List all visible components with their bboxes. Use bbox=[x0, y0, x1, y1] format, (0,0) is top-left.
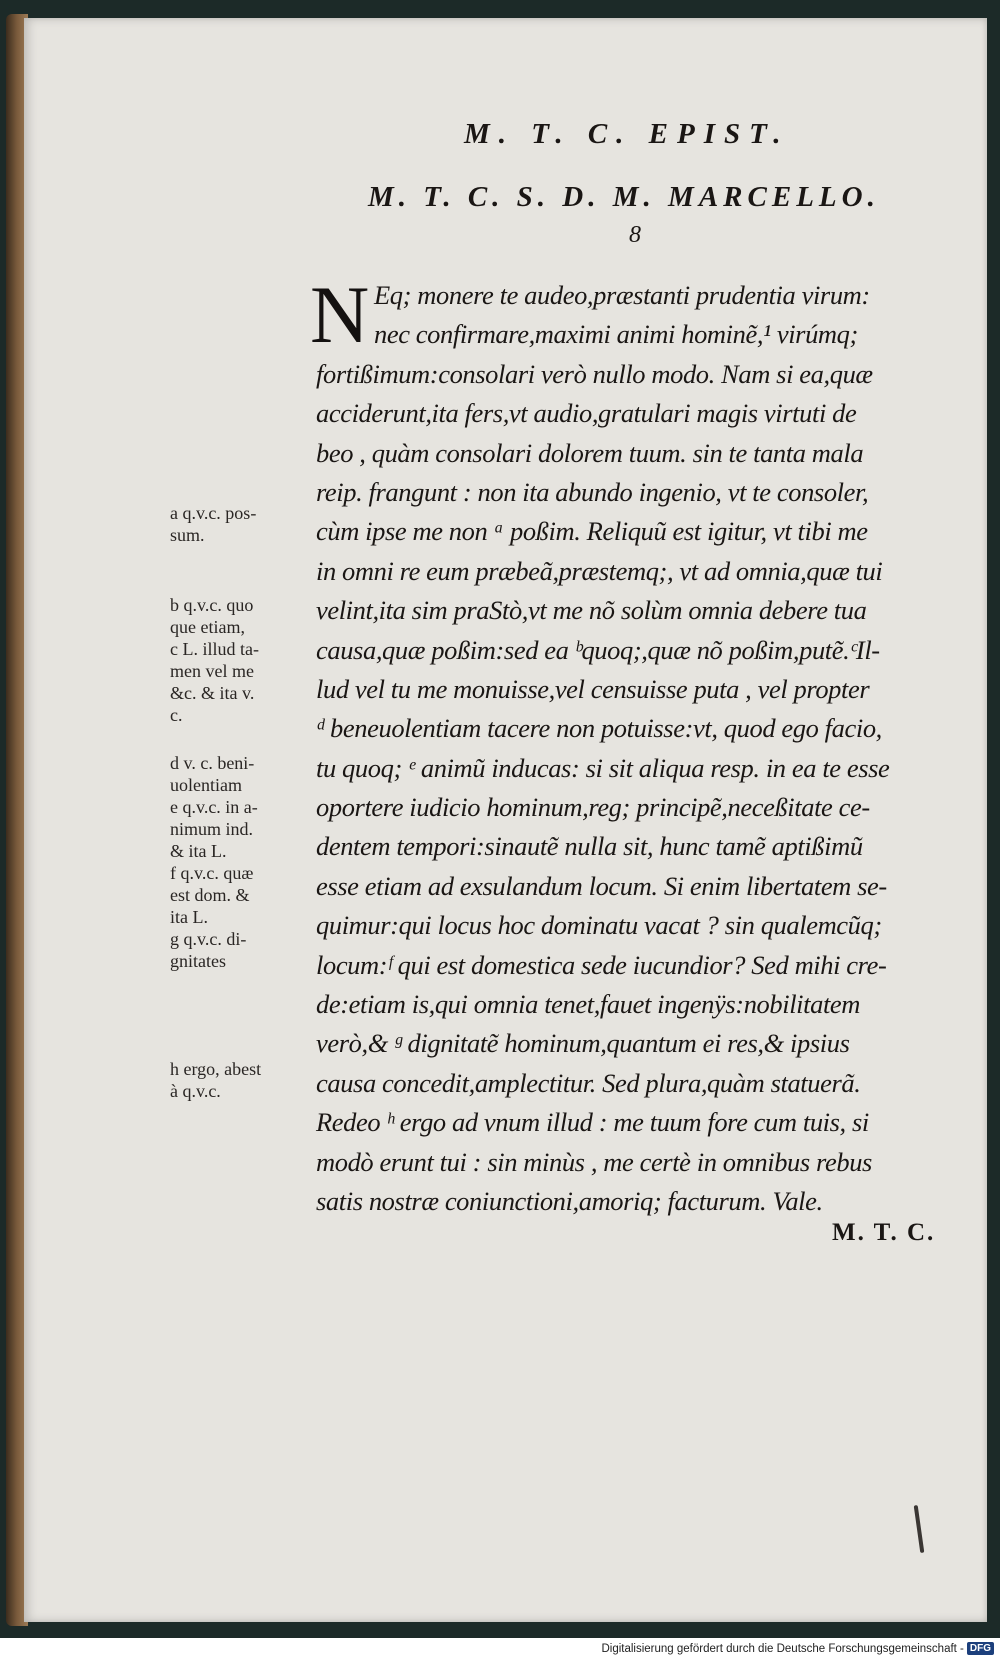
running-head: M. T. C. EPIST. bbox=[464, 118, 790, 150]
body-line: velint,ita sim praStò,vt me nõ solùm omnia debere tua bbox=[316, 595, 867, 626]
body-line: locum:ᶠ qui est domestica sede iucundior? Sed mihi cre- bbox=[316, 949, 887, 980]
margin-note-line: uolentiam bbox=[170, 775, 242, 795]
body-line: acciderunt,ita fers,vt audio,gratulari magis virtuti de bbox=[316, 398, 857, 429]
margin-note-line: h ergo, abest bbox=[170, 1059, 262, 1079]
body-line: causa,quæ poßim:sed ea ᵇquoq;,quæ nõ poßim,putẽ.ᶜIl- bbox=[316, 634, 880, 665]
body-line: satis nostræ coniunctioni,amoriq; facturum. Vale. bbox=[316, 1185, 823, 1216]
margin-note-line: men vel me bbox=[170, 661, 254, 681]
margin-note-d-g bbox=[170, 752, 310, 972]
margin-note-line: sum. bbox=[170, 525, 205, 545]
body-line: oportere iudicio hominum,reg; principẽ,neceßitate ce- bbox=[316, 792, 870, 823]
body-line: esse etiam ad exsulandum locum. Si enim libertatem se- bbox=[316, 870, 887, 901]
body-line: fortißimum:consolari verò nullo modo. Nam si ea,quæ bbox=[316, 358, 873, 389]
body-line: tu quoq; ᵉ animũ inducas: si sit aliqua resp. in ea te esse bbox=[316, 752, 890, 783]
margin-note-line: que etiam, bbox=[170, 617, 245, 637]
margin-note-line: e q.v.c. in a- bbox=[170, 797, 258, 817]
letter-signature: M. T. C. bbox=[832, 1219, 936, 1246]
margin-note-line: b q.v.c. quo bbox=[170, 595, 254, 615]
margin-note-line: d v. c. beni- bbox=[170, 753, 255, 773]
margin-note-line: ita L. bbox=[170, 907, 208, 927]
margin-note-line: &c. & ita v. bbox=[170, 683, 255, 703]
body-line: quimur:qui locus hoc dominatu vacat ? sin qualemcũq; bbox=[316, 910, 882, 941]
body-line: in omni re eum præbeã,præstemq;, vt ad omnia,quæ tui bbox=[316, 555, 883, 586]
letter-number: 8 bbox=[629, 222, 641, 248]
body-line: lud vel tu me monuisse,vel censuisse puta , vel propter bbox=[316, 673, 870, 704]
margin-note-line: a q.v.c. pos- bbox=[170, 503, 257, 523]
pencil-mark bbox=[914, 1505, 925, 1553]
margin-note-b-c bbox=[170, 594, 310, 726]
drop-cap-initial: N bbox=[310, 269, 370, 360]
body-line: verò,& ᵍ dignitatẽ hominum,quantum ei res,& ipsius bbox=[316, 1028, 850, 1059]
margin-note-a bbox=[170, 502, 310, 546]
body-line: cùm ipse me non ᵃ poßim. Reliquũ est igitur, vt tibi me bbox=[316, 516, 868, 547]
book-page bbox=[24, 18, 987, 1622]
credit-text: Digitalisierung gefördert durch die Deutsche Forschungsgemeinschaft - bbox=[601, 1642, 964, 1655]
body-line: modò erunt tui : sin minùs , me certè in omnibus rebus bbox=[316, 1146, 872, 1177]
margin-note-line: nimum ind. bbox=[170, 819, 254, 839]
margin-note-line: à q.v.c. bbox=[170, 1081, 221, 1101]
body-line: dentem tempori:sinautẽ nulla sit, hunc tamẽ aptißimũ bbox=[316, 831, 863, 862]
margin-note-line: f q.v.c. quæ bbox=[170, 863, 254, 883]
margin-note-line: & ita L. bbox=[170, 841, 227, 861]
digitization-credit bbox=[601, 1642, 994, 1655]
margin-note-line: c L. illud ta- bbox=[170, 639, 259, 659]
margin-note-line: est dom. & bbox=[170, 885, 250, 905]
body-line: de:etiam is,qui omnia tenet,fauet ingenÿs:nobilitatem bbox=[316, 989, 861, 1020]
margin-note-line: gnitates bbox=[170, 951, 226, 971]
letter-body bbox=[316, 276, 976, 1221]
body-line: Redeo ʰ ergo ad vnum illud : me tuum fore cum tuis, si bbox=[316, 1107, 869, 1138]
body-line: Eq; monere te audeo,præstanti prudentia virum: bbox=[374, 280, 870, 310]
body-line: beo , quàm consolari dolorem tuum. sin te tanta mala bbox=[316, 437, 864, 468]
body-line: ᵈ beneuolentiam tacere non potuisse:vt, quod ego facio, bbox=[316, 713, 882, 744]
body-line: reip. frangunt : non ita abundo ingenio, vt te consoler, bbox=[316, 476, 869, 507]
margin-note-h bbox=[170, 1058, 310, 1102]
body-line: nec confirmare,maximi animi hominẽ,¹ virúmq; bbox=[374, 319, 858, 350]
dfg-logo-icon: DFG bbox=[967, 1642, 994, 1655]
margin-note-line: g q.v.c. di- bbox=[170, 929, 247, 949]
body-line: causa concedit,amplectitur. Sed plura,quàm statuerã. bbox=[316, 1067, 861, 1098]
letter-salutation: M. T. C. S. D. M. MARCELLO. bbox=[368, 181, 880, 213]
margin-note-line: c. bbox=[170, 705, 183, 725]
